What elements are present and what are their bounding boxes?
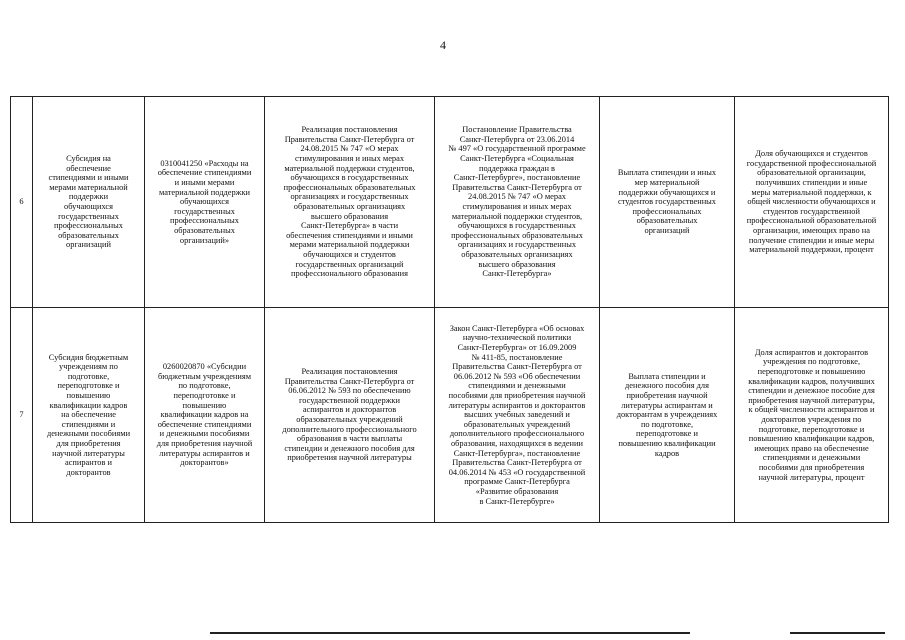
purpose-cell: Реализация постановления Правительства Санкт-Петербурга от 06.06.2012 № 593 по обеспечению государственной поддержки аспирантов и докторантов образовательных учреждений дополнительного профессионального образования в части выплаты стипендии и денежного пособия для приобретения научной литературы	[265, 308, 435, 523]
row-number: 7	[11, 308, 33, 523]
result-cell: Выплата стипендии и денежного пособия для приобретения научной литературы аспирантам и докторантам в учреждениях по подготовке, переподготовке и повышению квалификации кадров	[600, 308, 735, 523]
indicator-cell: Доля аспирантов и докторантов учреждения по подготовке, переподготовке и повышению квалификации кадров, получивших стипендии и денежное пособие для приобретения научной литературы, к общей численности аспирантов и докторантов учреждения по подготовке, переподготовке и повышению квалификации кадров, имеющих право на обеспечение стипендиями и денежными пособиями для приобретения научной литературы, процент	[735, 308, 889, 523]
scan-edge-line	[790, 632, 885, 634]
budget-code-cell: 0260020870 «Субсидии бюджетным учреждениям по подготовке, переподготовке и повышению квалификации кадров на обеспечение стипендиями и денежными пособиями для приобретения научной литературы аспирантов и докторантов»	[145, 308, 265, 523]
legal-basis-cell: Постановление Правительства Санкт-Петербурга от 23.06.2014 № 497 «О государственной программе Санкт-Петербурга «Социальная поддержка граждан в Санкт-Петербурге», постановление Правительства Санкт-Петербурга от 24.08.2015 № 747 «О мерах стимулирования и иных мерах материальной поддержки студентов, обучающихся в государственных профессиональных образовательных организациях и государственных образовательных организациях высшего образования Санкт-Петербурга»	[435, 97, 600, 308]
table-row	[11, 97, 889, 308]
page-number: 4	[440, 38, 446, 52]
row-number: 6	[11, 97, 33, 308]
indicator-cell: Доля обучающихся и студентов государственной профессиональной образовательной организации, получивших стипендии и иные меры материальной поддержки, к общей численности обучающихся и студентов государственной профессиональной образовательной организации, имеющих право на получение стипендии и иные меры материальной поддержки, процент	[735, 97, 889, 308]
subsidy-name-cell: Субсидия на обеспечение стипендиями и иными мерами материальной поддержки обучающихся государственных профессиональных образовательных организаций	[33, 97, 145, 308]
legal-basis-cell: Закон Санкт-Петербурга «Об основах научно-технической политики Санкт-Петербурга» от 16.09.2009 № 411-85, постановление Правительства Санкт-Петербурга от 06.06.2012 № 593 «Об обеспечении стипендиями и денежными пособиями для приобретения научной литературы аспирантов и докторантов высших учебных заведений и образовательных учреждений дополнительного профессионального образования, находящихся в ведении Санкт-Петербурга», постановление Правительства Санкт-Петербурга от 04.06.2014 № 453 «О государственной программе Санкт-Петербурга «Развитие образования в Санкт-Петербурге»	[435, 308, 600, 523]
scan-edge-line	[210, 632, 690, 634]
purpose-cell: Реализация постановления Правительства Санкт-Петербурга от 24.08.2015 № 747 «О мерах стимулирования и иных мерах материальной поддержки студентов, обучающихся в государственных профессиональных образовательных организациях и государственных образовательных организациях высшего образования Санкт-Петербурга» в части обеспечения стипендиями и иными мерами материальной поддержки обучающихся и студентов государственных организаций профессионального образования	[265, 97, 435, 308]
table-row	[11, 308, 889, 523]
result-cell: Выплата стипендии и иных мер материальной поддержки обучающихся и студентов государственных профессиональных образовательных организаций	[600, 97, 735, 308]
subsidy-name-cell: Субсидия бюджетным учреждениям по подготовке, переподготовке и повышению квалификации кадров на обеспечение стипендиями и денежными пособиями для приобретения научной литературы аспирантов и докторантов	[33, 308, 145, 523]
document-table	[10, 96, 889, 523]
budget-code-cell: 0310041250 «Расходы на обеспечение стипендиями и иными мерами материальной поддержки обучающихся государственных профессиональных образовательных организаций»	[145, 97, 265, 308]
